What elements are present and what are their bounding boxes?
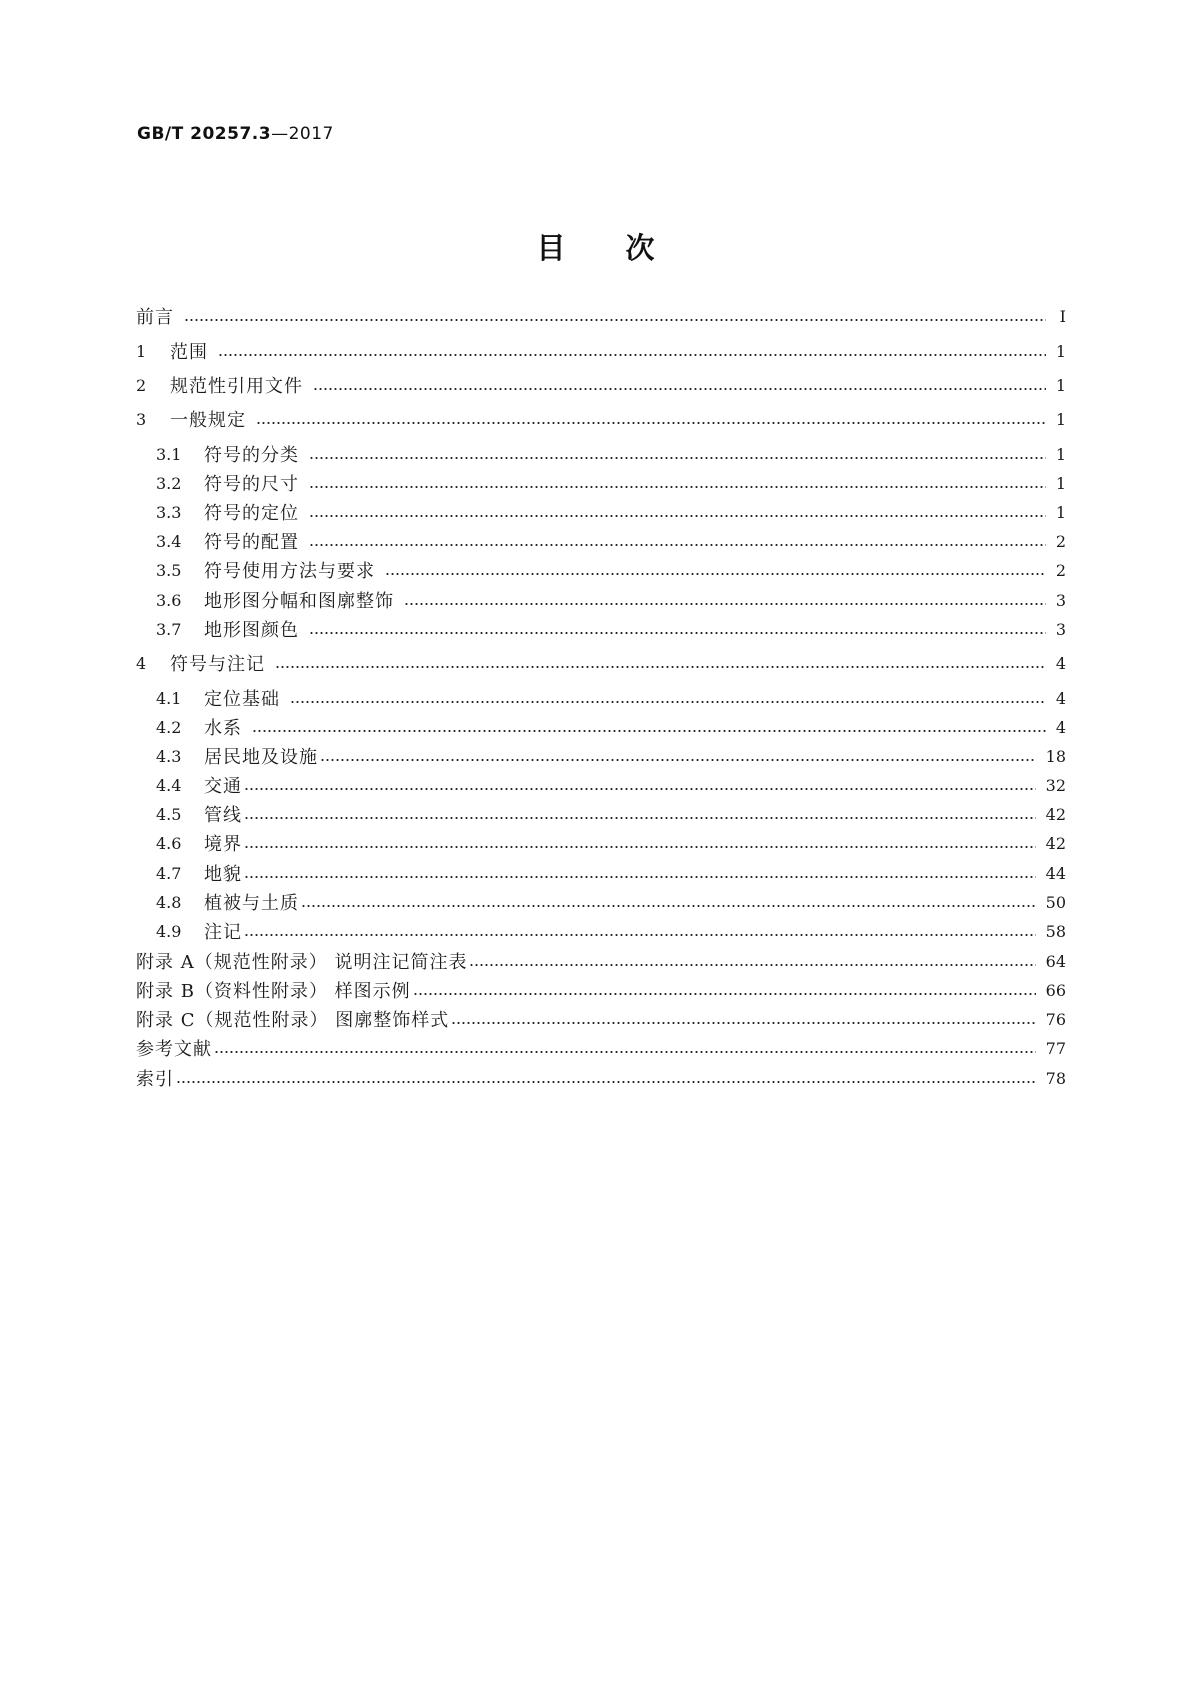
toc-entry-number: 3.6 bbox=[156, 590, 182, 610]
toc-entry-page: 1 bbox=[1055, 444, 1066, 464]
toc-leader-dots bbox=[309, 544, 1046, 546]
toc-entry-label: 地形图颜色 bbox=[204, 620, 299, 641]
toc-entry-number: 4.5 bbox=[156, 804, 182, 824]
toc-leader-dots bbox=[244, 788, 1036, 790]
toc-entry-label: 符号的配置 bbox=[204, 532, 299, 553]
standard-code-number: GB/T 20257.3 bbox=[137, 124, 272, 144]
toc-entry-page: 50 bbox=[1045, 892, 1066, 912]
toc-entry-number: 3.7 bbox=[156, 619, 182, 639]
toc-leader-dots bbox=[320, 759, 1036, 761]
toc-leader-dots bbox=[214, 1051, 1036, 1053]
toc-entry-number: 4.1 bbox=[156, 688, 182, 708]
toc-leader-dots bbox=[244, 817, 1036, 819]
toc-entry-page: 64 bbox=[1045, 951, 1066, 971]
toc-leader-dots bbox=[244, 846, 1036, 848]
toc-entry-label: 水系 bbox=[204, 718, 242, 739]
toc-entry-page: Ⅰ bbox=[1059, 306, 1066, 326]
toc-entry-page: 3 bbox=[1055, 619, 1066, 639]
toc-leader-dots bbox=[218, 354, 1046, 356]
toc-entry-label: 地貌 bbox=[204, 864, 242, 885]
toc-entry[interactable] bbox=[156, 442, 1066, 466]
toc-entry-label: 附录 A（规范性附录） 说明注记简注表 bbox=[136, 952, 468, 973]
toc-entry-label: 范围 bbox=[170, 342, 208, 363]
toc-entry-label: 规范性引用文件 bbox=[170, 376, 303, 397]
toc-leader-dots bbox=[252, 730, 1046, 732]
toc-entry[interactable] bbox=[156, 802, 1066, 826]
toc-entry[interactable] bbox=[156, 715, 1066, 739]
toc-entry-number: 3 bbox=[136, 409, 147, 429]
toc-entry-page: 76 bbox=[1045, 1009, 1066, 1029]
toc-entry-page: 18 bbox=[1045, 746, 1066, 766]
toc-entry-number: 2 bbox=[136, 375, 147, 395]
toc-leader-dots bbox=[469, 964, 1035, 966]
toc-entry[interactable] bbox=[156, 773, 1066, 797]
toc-entry[interactable] bbox=[136, 949, 1066, 973]
toc-entry[interactable] bbox=[136, 339, 1066, 363]
toc-entry-page: 1 bbox=[1055, 375, 1066, 395]
toc-entry-label: 一般规定 bbox=[170, 410, 246, 431]
toc-entry[interactable] bbox=[156, 471, 1066, 495]
toc-entry-label: 符号的定位 bbox=[204, 503, 299, 524]
toc-leader-dots bbox=[275, 666, 1046, 668]
toc-entry-page: 1 bbox=[1055, 409, 1066, 429]
toc-entry[interactable] bbox=[136, 1007, 1066, 1031]
toc-entry-page: 77 bbox=[1045, 1038, 1066, 1058]
toc-entry-label: 居民地及设施 bbox=[204, 747, 318, 768]
toc-entry-page: 78 bbox=[1045, 1068, 1066, 1088]
toc-entry-label: 符号的分类 bbox=[204, 445, 299, 466]
toc-entry-page: 66 bbox=[1045, 980, 1066, 1000]
toc-entry[interactable] bbox=[136, 407, 1066, 431]
toc-entry-label: 植被与土质 bbox=[204, 893, 299, 914]
toc-leader-dots bbox=[244, 876, 1036, 878]
toc-entry-page: 4 bbox=[1055, 717, 1066, 737]
toc-entry-page: 2 bbox=[1055, 560, 1066, 580]
toc-entry-number: 4 bbox=[136, 653, 147, 673]
toc-entry-label: 符号的尺寸 bbox=[204, 474, 299, 495]
toc-entry-page: 58 bbox=[1045, 921, 1066, 941]
toc-entry-page: 3 bbox=[1055, 590, 1066, 610]
toc-entry[interactable] bbox=[136, 978, 1066, 1002]
toc-entry[interactable] bbox=[136, 373, 1066, 397]
toc-entry-page: 4 bbox=[1055, 688, 1066, 708]
toc-entry-label: 附录 B（资料性附录） 样图示例 bbox=[136, 981, 411, 1002]
toc-entry-page: 42 bbox=[1045, 833, 1066, 853]
toc-entry-page: 1 bbox=[1055, 473, 1066, 493]
toc-entry-page: 32 bbox=[1045, 775, 1066, 795]
toc-leader-dots bbox=[309, 632, 1046, 634]
standard-code bbox=[137, 124, 334, 144]
toc-entry-number: 3.2 bbox=[156, 473, 182, 493]
toc-entry-number: 4.7 bbox=[156, 863, 182, 883]
toc-entry-label: 境界 bbox=[204, 834, 242, 855]
toc-entry-label: 交通 bbox=[204, 776, 242, 797]
toc-leader-dots bbox=[404, 603, 1046, 605]
toc-entry-label: 注记 bbox=[204, 922, 242, 943]
toc-entry[interactable] bbox=[156, 529, 1066, 553]
toc-entry-label: 索引 bbox=[136, 1069, 174, 1090]
toc-entry-page: 4 bbox=[1055, 653, 1066, 673]
toc-entry-label: 定位基础 bbox=[204, 689, 280, 710]
toc-entry-number: 1 bbox=[136, 341, 147, 361]
toc-leader-dots bbox=[309, 457, 1046, 459]
toc-entry-number: 4.4 bbox=[156, 775, 182, 795]
toc-entry-page: 1 bbox=[1055, 341, 1066, 361]
toc-entry-number: 3.1 bbox=[156, 444, 182, 464]
toc-leader-dots bbox=[309, 515, 1046, 517]
toc-entry-label: 符号使用方法与要求 bbox=[204, 561, 375, 582]
toc-entry[interactable] bbox=[156, 744, 1066, 768]
toc-leader-dots bbox=[184, 319, 1046, 321]
toc-entry[interactable] bbox=[156, 588, 1066, 612]
toc-leader-dots bbox=[256, 422, 1046, 424]
toc-leader-dots bbox=[301, 905, 1036, 907]
toc-leader-dots bbox=[244, 934, 1036, 936]
toc-entry-number: 4.6 bbox=[156, 833, 182, 853]
toc-leader-dots bbox=[385, 573, 1046, 575]
toc-entry[interactable] bbox=[156, 500, 1066, 524]
toc-entry-number: 4.3 bbox=[156, 746, 182, 766]
toc-entry-label: 地形图分幅和图廓整饰 bbox=[204, 591, 394, 612]
toc-entry-number: 3.5 bbox=[156, 560, 182, 580]
toc-entry[interactable] bbox=[156, 617, 1066, 641]
toc-entry[interactable] bbox=[156, 686, 1066, 710]
toc-entry-label: 管线 bbox=[204, 805, 242, 826]
toc-entry-label: 附录 C（规范性附录） 图廓整饰样式 bbox=[136, 1010, 450, 1031]
toc-entry-page: 42 bbox=[1045, 804, 1066, 824]
toc-entry-label: 前言 bbox=[136, 307, 174, 328]
toc-leader-dots bbox=[413, 993, 1036, 995]
toc-leader-dots bbox=[309, 486, 1046, 488]
toc-entry[interactable] bbox=[156, 831, 1066, 855]
standard-code-year: —2017 bbox=[271, 124, 334, 144]
toc-leader-dots bbox=[451, 1022, 1035, 1024]
toc-entry[interactable] bbox=[156, 558, 1066, 582]
toc-entry[interactable] bbox=[136, 304, 1066, 328]
toc-entry[interactable] bbox=[156, 890, 1066, 914]
toc-title: 目次 bbox=[536, 231, 715, 265]
toc-entry-number: 4.9 bbox=[156, 921, 182, 941]
toc-entry-number: 3.4 bbox=[156, 531, 182, 551]
toc-leader-dots bbox=[290, 701, 1046, 703]
toc-entry-label: 参考文献 bbox=[136, 1039, 212, 1060]
toc-entry-page: 1 bbox=[1055, 502, 1066, 522]
toc-entry-number: 3.3 bbox=[156, 502, 182, 522]
toc-entry[interactable] bbox=[136, 1036, 1066, 1060]
toc-entry[interactable] bbox=[136, 651, 1066, 675]
toc-entry-label: 符号与注记 bbox=[170, 654, 265, 675]
toc-entry-number: 4.2 bbox=[156, 717, 182, 737]
toc-entry[interactable] bbox=[156, 861, 1066, 885]
toc-entry[interactable] bbox=[136, 1066, 1066, 1090]
toc-entry[interactable] bbox=[156, 919, 1066, 943]
toc-entry-number: 4.8 bbox=[156, 892, 182, 912]
toc-entry-page: 2 bbox=[1055, 531, 1066, 551]
toc-leader-dots bbox=[176, 1081, 1036, 1083]
toc-leader-dots bbox=[313, 388, 1046, 390]
toc-entry-page: 44 bbox=[1045, 863, 1066, 883]
